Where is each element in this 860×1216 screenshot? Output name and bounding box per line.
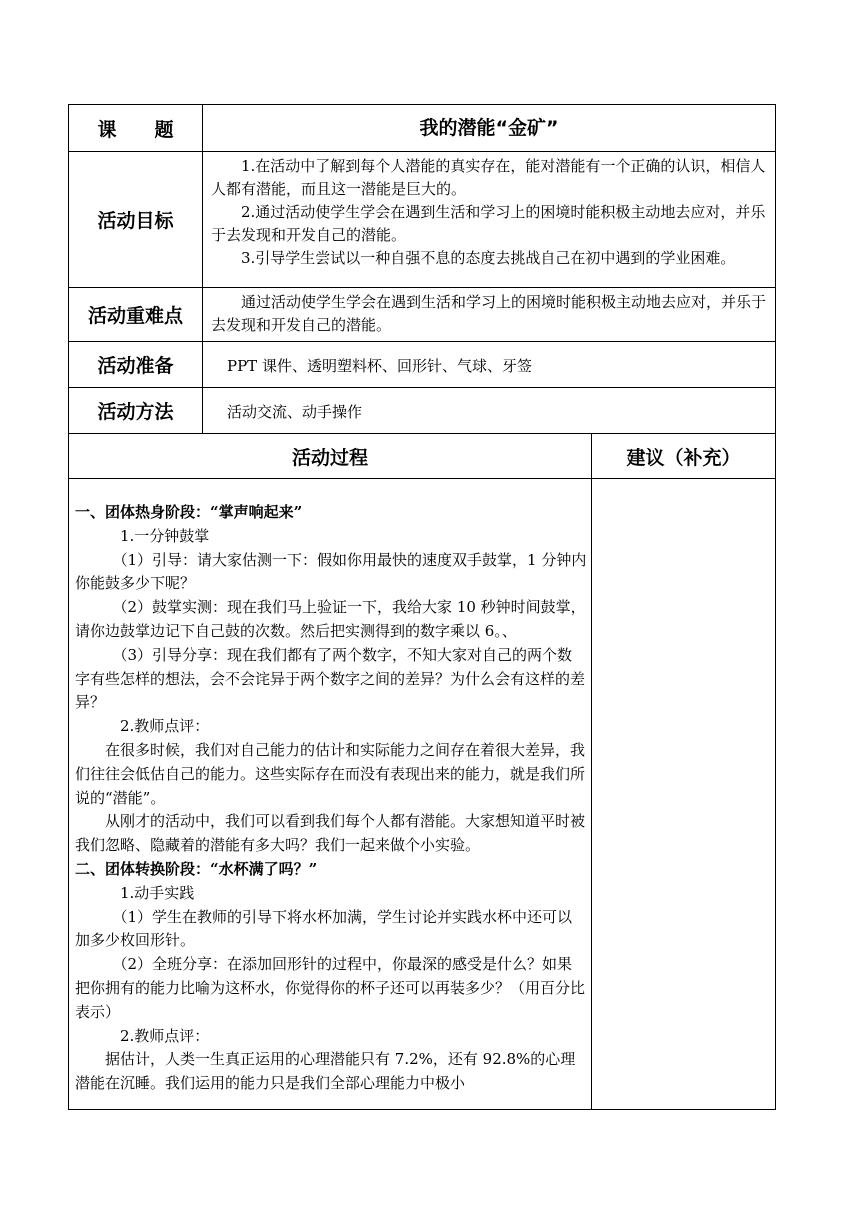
method-label: 活动方法 — [97, 401, 174, 423]
step-paragraph: 据估计，人类一生真正运用的心理潜能只有 7.2%，还有 92.8%的心理潜能在沉睡。我们运用的能力只是我们全部心理能力中极小 — [75, 1050, 576, 1093]
preparation-text: PPT 课件、透明塑料杯、回形针、气球、牙签 — [227, 356, 532, 375]
step-heading: 2.教师点评： — [120, 717, 210, 736]
preparation-row — [69, 342, 775, 388]
section-heading: 二、团体转换阶段：“水杯满了吗？” — [75, 859, 318, 878]
method-row — [69, 388, 775, 434]
key-points-label: 活动重难点 — [87, 305, 183, 327]
section-heading: 一、团体热身阶段：“掌声响起来” — [75, 503, 303, 521]
goal-item: 3.引导学生尝试以一种自强不息的态度去挑战自己在初中遇到的学业困难。 — [241, 249, 736, 267]
goals-content — [203, 152, 775, 287]
process-content — [75, 501, 587, 1096]
step-heading: 2.教师点评： — [120, 1026, 210, 1045]
key-points-row — [69, 288, 775, 342]
step-paragraph: （3）引导分享：现在我们都有了两个数字，不知大家对自己的两个数字有些怎样的想法，会不会诧异于两个数字之间的差异？为什么会有这样的差异？ — [75, 645, 586, 712]
step-paragraph: （2）鼓掌实测：现在我们马上验证一下，我给大家 10 秒钟时间鼓掌，请你边鼓掌边记下自己鼓的次数。然后把实测得到的数字乘以 6。、 — [75, 598, 586, 640]
process-header: 活动过程 — [291, 446, 368, 469]
step-paragraph: 在很多时候，我们对自己能力的估计和实际能力之间存在着很大差异，我们往往会低估自己的能力。这些实际存在而没有表现出来的能力，就是我们所说的“潜能”。 — [75, 740, 586, 807]
goal-item: 2.通过活动使学生学会在遇到生活和学习上的困境时能积极主动地去应对，并乐于去发现和开发自己的潜能。 — [211, 203, 766, 244]
goals-row — [69, 152, 775, 288]
key-points-content — [203, 288, 775, 341]
step-heading: 1.动手实践 — [120, 883, 195, 902]
column-divider — [591, 479, 592, 1109]
step-paragraph: （2）全班分享：在添加回形针的过程中，你最深的感受是什么？如果把你拥有的能力比喻为这杯水，你觉得你的杯子还可以再装多少？（用百分比表示） — [75, 955, 586, 1021]
step-paragraph: （1）引导：请大家估测一下：假如你用最快的速度双手鼓掌，1 分钟内你能鼓多少下呢？ — [75, 550, 587, 593]
process-body-row — [69, 479, 775, 1109]
topic-title: 我的潜能“金矿” — [419, 116, 559, 139]
goal-item: 1.在活动中了解到每个人潜能的真实存在，能对潜能有一个正确的认识，相信人人都有潜能，而且这一潜能是巨大的。 — [211, 157, 766, 198]
goals-label: 活动目标 — [97, 210, 174, 232]
suggestion-header: 建议（补充） — [626, 446, 741, 469]
preparation-label: 活动准备 — [97, 355, 174, 377]
lesson-plan-table — [68, 104, 776, 1110]
step-paragraph: （1）学生在教师的引导下将水杯加满，学生讨论并实践水杯中还可以加多少枚回形针。 — [75, 907, 573, 950]
step-paragraph: 从刚才的活动中，我们可以看到我们每个人都有潜能。大家想知道平时被我们忽略、隐藏着的潜能有多大吗？我们一起来做个小实验。 — [75, 812, 586, 855]
key-points-text: 通过活动使学生学会在遇到生活和学习上的困境时能积极主动地去应对，并乐于去发现和开发自己的潜能。 — [211, 293, 767, 334]
method-text: 活动交流、动手操作 — [227, 402, 363, 421]
step-heading: 1.一分钟鼓掌 — [120, 526, 210, 545]
process-header-row — [69, 434, 775, 479]
topic-label: 课 题 — [97, 118, 174, 141]
topic-row — [69, 105, 775, 152]
